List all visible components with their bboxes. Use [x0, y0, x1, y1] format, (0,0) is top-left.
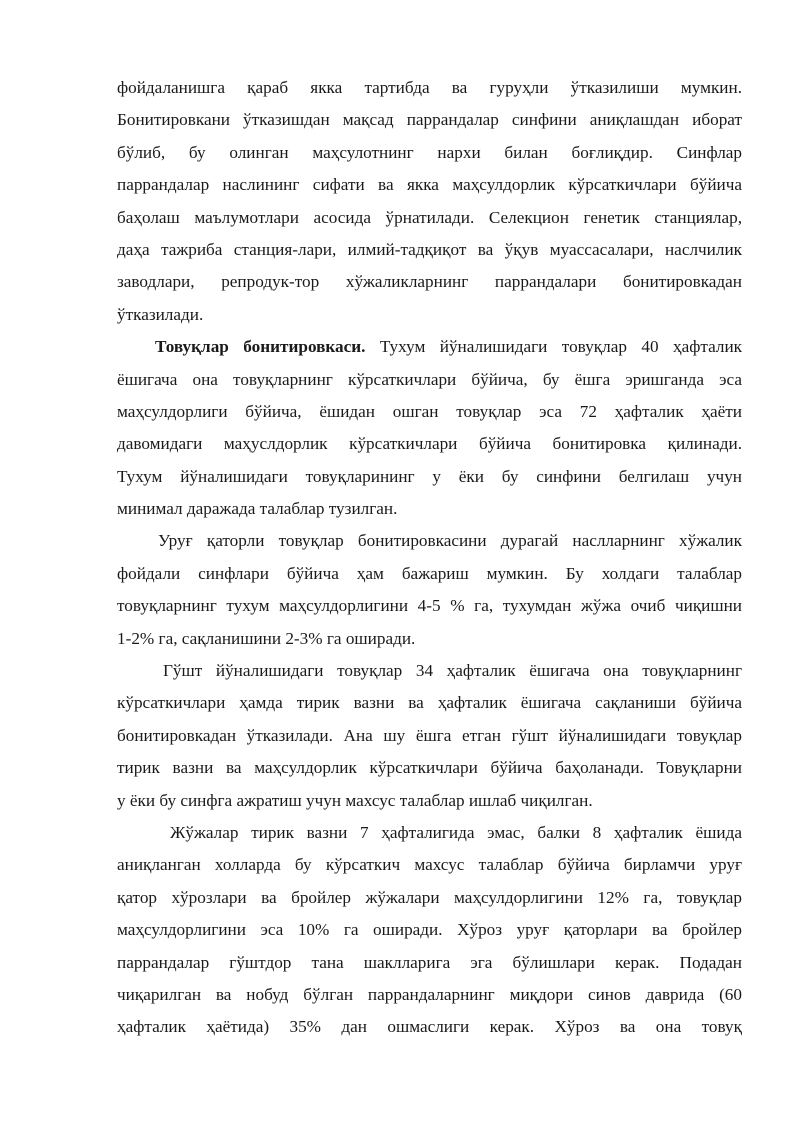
text-line: у ёки бу синфга ажратиш учун махсус талаблар ишлаб чиқилган.	[117, 790, 593, 810]
paragraph	[117, 817, 742, 1044]
text-line: бонитировкадан ўтказилади. Ана шу ёшга етган гўшт йўналишидаги товуқлар	[117, 725, 742, 745]
text-line: 1-2% га, сақланишини 2-3% га оширади.	[117, 628, 416, 648]
text-line	[117, 331, 742, 363]
text-line: Уруғ қаторли товуқлар бонитировкасини дурагай наслларнинг хўжалик	[158, 531, 742, 551]
text-line: баҳолаш маълумотлари асосида ўрнатилади. Селекцион генетик станциялар,	[117, 207, 742, 227]
text-line: заводлари, репродук-тор хўжаликларнинг паррандалари бонитировкадан	[117, 272, 742, 292]
text-line: ўтказилади.	[117, 304, 204, 324]
section-heading: Товуқлар бонитировкаси.	[155, 337, 366, 357]
text-line: чиқарилган ва нобуд бўлган паррандаларнинг миқдори синов даврида (60	[117, 984, 742, 1004]
text-line: Гўшт йўналишидаги товуқлар 34 ҳафталик ёшигача она товуқларнинг	[163, 661, 742, 681]
document-page	[117, 72, 742, 1044]
text-line: тирик вазни ва маҳсулдорлик кўрсаткичлари бўйича баҳоланади. Товуқларни	[117, 758, 742, 778]
text-line: аниқланган холларда бу кўрсаткич махсус талаблар бўйича бирламчи уруғ	[117, 855, 742, 875]
text-line: бўлиб, бу олинган маҳсулотнинг нархи билан боғлиқдир. Синфлар	[117, 142, 742, 162]
text-line: давомидаги маҳуслдорлик кўрсаткичлари бўйича бонитировка қилинади.	[117, 434, 742, 454]
paragraph	[117, 72, 742, 331]
paragraph	[117, 525, 742, 655]
text-line: паррандалар гўштдор тана шаклларига эга бўлишлари керак. Подадан	[117, 952, 742, 972]
text-line: Бонитировкани ўтказишдан мақсад паррандалар синфини аниқлашдан иборат	[117, 110, 742, 130]
text-line: ҳафталик ҳаётида) 35% дан ошмаслиги керак. Хўроз ва она товуқ	[117, 1017, 742, 1037]
text-line: ёшигача она товуқларнинг кўрсаткичлари бўйича, бу ёшга эришганда эса	[117, 369, 742, 389]
text-line: товуқларнинг тухум маҳсулдорлигини 4-5 % га, тухумдан жўжа очиб чиқишни	[117, 596, 742, 616]
text-line: қатор хўрозлари ва бройлер жўжалари маҳсулдорлигини 12% га, товуқлар	[117, 887, 742, 907]
text-line: фойдали синфлари бўйича ҳам бажариш мумкин. Бу холдаги талаблар	[117, 563, 742, 583]
paragraph	[117, 331, 742, 525]
paragraph	[117, 655, 742, 817]
text-line: кўрсаткичлари ҳамда тирик вазни ва ҳафталик ёшигача сақланиши бўйича	[117, 693, 742, 713]
text-line: паррандалар наслининг сифати ва якка маҳсулдорлик кўрсаткичлари бўйича	[117, 175, 742, 195]
text-line: фойдаланишга қараб якка тартибда ва гуруҳли ўтказилиши мумкин.	[117, 78, 742, 97]
text-line: маҳсулдорлиги бўйича, ёшидан ошган товуқлар эса 72 ҳафталик ҳаёти	[117, 401, 742, 421]
text-line: даҳа тажриба станция-лари, илмий-тадқиқот ва ўқув муассасалари, наслчилик	[117, 239, 742, 259]
text-line: Тухум йўналишидаги товуқларининг у ёки бу синфини белгилаш учун	[117, 466, 742, 486]
text-line: маҳсулдорлигини эса 10% га оширади. Хўроз уруғ қаторлари ва бройлер	[117, 920, 742, 940]
text-line: минимал даражада талаблар тузилган.	[117, 499, 398, 519]
text-run: Тухум йўналишидаги товуқлар 40 ҳафталик	[365, 337, 742, 357]
text-line: Жўжалар тирик вазни 7 ҳафталигида эмас, балки 8 ҳафталик ёшида	[170, 822, 742, 842]
